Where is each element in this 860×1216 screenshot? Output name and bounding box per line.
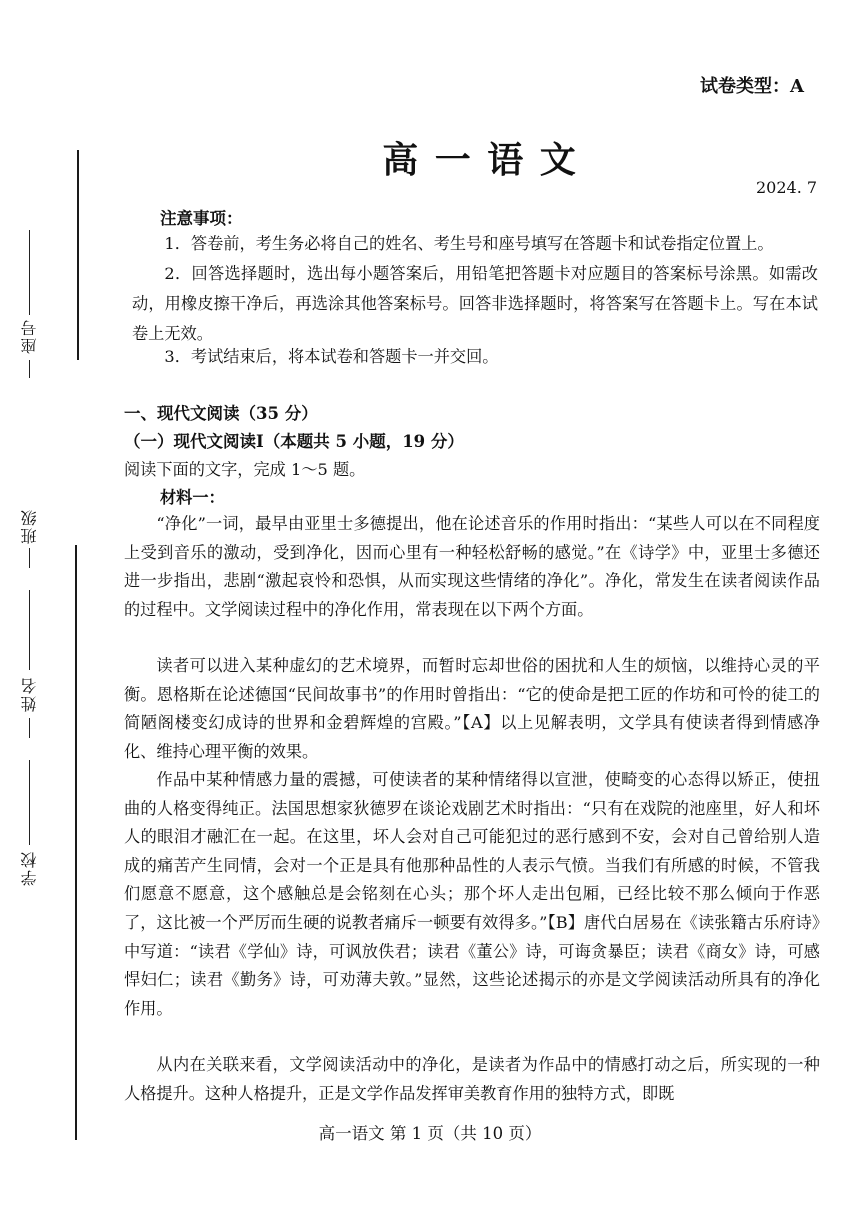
material-label: 材料一： bbox=[160, 488, 225, 507]
seat-label: 座号 bbox=[20, 318, 39, 354]
class-blank bbox=[29, 548, 30, 568]
exam-date: 2024. 7 bbox=[756, 178, 818, 197]
passage-paragraph-3: 作品中某种情感力量的震撼，可使读者的某种情绪得以宣泄，使畸变的心态得以矫正，使扭曲的人格变得纯正。法国思想家狄德罗在谈论戏剧艺术时指出：“只有在戏院的池座里，好人和坏人的眼泪才融汇在一起。在这里，坏人会对自己可能犯过的恶行感到不安，会对自己曾给别人造成的痛苦产生同情，会对一个正是具有他那种品性的人表示气愤。当我们有所感的时候，不管我们愿意不愿意，这个感触总是会铭刻在心头；那个坏人走出包厢，已经比较不那么倾向于作恶了，这比被一个严厉而生硬的说教者痛斥一顿要有效得多。”【B】唐代白居易在《读张籍古乐府诗》中写道：“读君《学仙》诗，可讽放佚君；读君《董公》诗，可诲贪暴臣；读君《商女》诗，可感悍妇仁；读君《勤务》诗，可劝薄夫敦。”显然，这些论述揭示的亦是文学阅读活动所具有的净化作用。 bbox=[124, 770, 820, 1018]
name-blank-tail bbox=[29, 718, 30, 738]
reading-instruction: 阅读下面的文字，完成 1～5 题。 bbox=[124, 460, 366, 479]
passage-paragraph-1: “净化”一词，最早由亚里士多德提出，他在论述音乐的作用时指出：“某些人可以在不同程度上受到音乐的激动，受到净化，因而心里有一种轻松舒畅的感觉。”在《诗学》中，亚里士多德还进一步指出，悲剧“激起哀怜和恐惧，从而实现这些情绪的净化”。净化，常发生在读者阅读作品的过程中。文学阅读过程中的净化作用，常表现在以下两个方面。 bbox=[124, 514, 820, 619]
notice-item-3: 3．考试结束后，将本试卷和答题卡一并交回。 bbox=[164, 347, 499, 366]
name-blank bbox=[29, 590, 30, 670]
binding-line-lower bbox=[75, 545, 77, 1140]
page-title: 高 一 语 文 bbox=[382, 139, 578, 181]
paper-type: 试卷类型：A bbox=[700, 76, 804, 97]
school-label: 学校 bbox=[20, 850, 39, 886]
school-blank bbox=[29, 760, 30, 845]
notice-heading: 注意事项： bbox=[160, 209, 243, 228]
seat-blank bbox=[29, 230, 30, 315]
class-label: 班级 bbox=[20, 508, 39, 544]
section-heading: 一、现代文阅读（35 分） bbox=[124, 404, 318, 423]
seat-blank-tail bbox=[29, 360, 30, 378]
passage-paragraph-4: 从内在关联来看，文学阅读活动中的净化，是读者为作品中的情感打动之后，所实现的一种人格提升。这种人格提升，正是文学作品发挥审美教育作用的独特方式，即既 bbox=[124, 1055, 820, 1103]
notice-item-1: 1．答卷前，考生务必将自己的姓名、考生号和座号填写在答题卡和试卷指定位置上。 bbox=[164, 234, 774, 253]
name-label: 姓名 bbox=[20, 676, 39, 712]
subsection-heading: （一）现代文阅读Ⅰ（本题共 5 小题，19 分） bbox=[124, 432, 464, 451]
notice-item-2: 2．回答选择题时，选出每小题答案后，用铅笔把答题卡对应题目的答案标号涂黑。如需改动，用橡皮擦干净后，再选涂其他答案标号。回答非选择题时，将答案写在答题卡上。写在本试卷上无效。 bbox=[132, 264, 818, 343]
passage-paragraph-2: 读者可以进入某种虚幻的艺术境界，而暂时忘却世俗的困扰和人生的烦恼，以维持心灵的平衡。恩格斯在论述德国“民间故事书”的作用时曾指出：“它的使命是把工匠的作坊和可怜的徒工的简陋阁楼变幻成诗的世界和金碧辉煌的宫殿。”【A】以上见解表明，文学具有使读者得到情感净化、维持心理平衡的效果。 bbox=[124, 656, 820, 761]
page-footer: 高一语文 第 1 页（共 10 页） bbox=[318, 1124, 542, 1143]
